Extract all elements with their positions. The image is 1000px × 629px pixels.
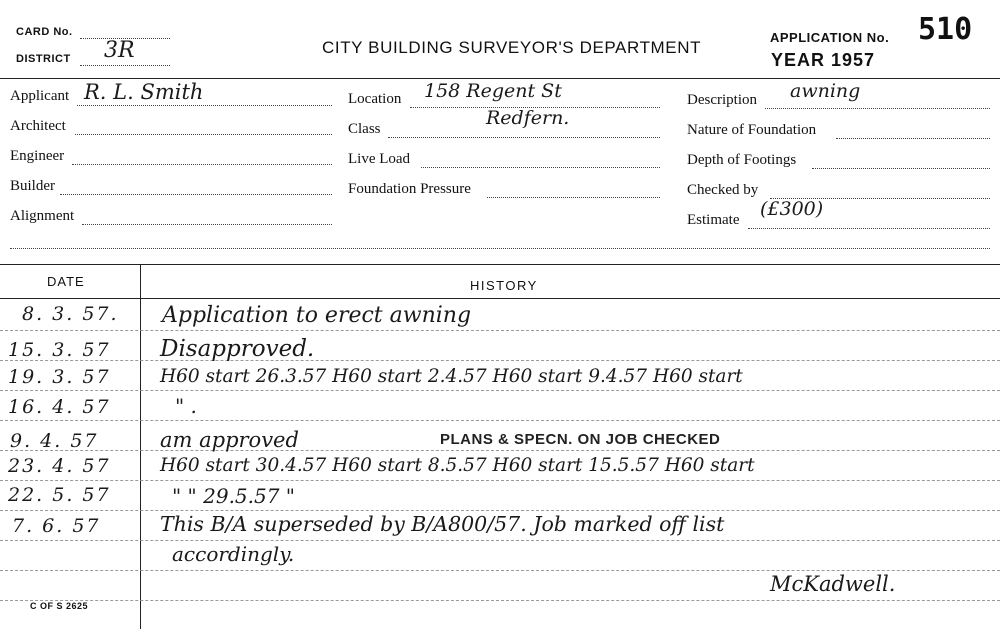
location-label: Location	[348, 91, 402, 107]
header-divider	[0, 78, 1000, 79]
class-label: Class	[348, 121, 381, 137]
year-label: YEAR 1957	[771, 50, 876, 70]
district-line	[80, 65, 170, 66]
ruled-line	[0, 390, 1000, 391]
nature-of-foundation-label: Nature of Foundation	[687, 122, 817, 138]
date-cell: 23. 4. 57	[8, 455, 111, 477]
estimate-label: Estimate	[687, 212, 740, 228]
history-cell: Application to erect awning	[162, 303, 472, 328]
history-header: HISTORY	[470, 278, 538, 293]
table-header-border	[0, 298, 1000, 299]
builder-line	[60, 194, 332, 195]
district-label: DISTRICT	[16, 53, 71, 65]
department-title: CITY BUILDING SURVEYOR'S DEPARTMENT	[322, 38, 702, 57]
date-cell: 8. 3. 57.	[22, 303, 119, 325]
application-number: 510	[918, 12, 973, 47]
architect-label: Architect	[10, 118, 66, 134]
depth-of-footings-label: Depth of Footings	[687, 152, 797, 168]
applicant-label: Applicant	[10, 88, 70, 104]
alignment-label: Alignment	[10, 208, 75, 224]
history-cell: " " 29.5.57 "	[172, 484, 296, 508]
nature-of-foundation-line	[836, 138, 990, 139]
signature: McKadwell.	[770, 572, 896, 596]
ruled-line	[0, 480, 1000, 481]
estimate-line	[748, 228, 990, 229]
ruled-line	[0, 360, 1000, 361]
builder-label: Builder	[10, 178, 55, 194]
engineer-label: Engineer	[10, 148, 65, 164]
history-cell: am approved	[160, 428, 299, 452]
location-value: 158 Regent St	[424, 80, 562, 102]
date-cell: 22. 5. 57	[8, 484, 111, 506]
history-cell: " .	[175, 394, 197, 418]
card-no-label: CARD No.	[16, 26, 73, 38]
form-code: C OF S 2625	[30, 601, 89, 611]
class-value: Redfern.	[486, 107, 570, 129]
checked-stamp: PLANS & SPECN. ON JOB CHECKED	[440, 431, 721, 448]
live-load-line	[421, 167, 660, 168]
live-load-label: Live Load	[348, 151, 411, 167]
history-cell: H60 start 30.4.57 H60 start 8.5.57 H60 start 15.5.57 H60 start	[160, 455, 755, 476]
table-top-border	[0, 264, 1000, 265]
ruled-line	[0, 420, 1000, 421]
history-cell: Disapproved.	[160, 336, 315, 362]
date-cell: 15. 3. 57	[8, 339, 111, 361]
description-label: Description	[687, 92, 757, 108]
history-cell: H60 start 26.3.57 H60 start 2.4.57 H60 start 9.4.57 H60 start	[160, 366, 743, 387]
history-cell: This B/A superseded by B/A800/57. Job marked off list	[160, 512, 725, 536]
description-value: awning	[790, 80, 861, 102]
application-label: APPLICATION No.	[770, 30, 890, 45]
date-header: DATE	[47, 274, 85, 289]
date-cell: 7. 6. 57	[12, 515, 101, 537]
estimate-value: (£300)	[760, 198, 824, 220]
fields-bottom-line	[10, 248, 990, 249]
foundation-pressure-label: Foundation Pressure	[348, 181, 471, 197]
applicant-line	[77, 105, 332, 106]
ruled-line	[0, 330, 1000, 331]
ruled-line	[0, 510, 1000, 511]
description-line	[765, 108, 990, 109]
date-cell: 19. 3. 57	[8, 366, 111, 388]
architect-line	[75, 134, 332, 135]
ruled-line	[0, 540, 1000, 541]
checked-by-label: Checked by	[687, 182, 759, 198]
applicant-value: R. L. Smith	[84, 80, 204, 104]
date-cell: 9. 4. 57	[10, 430, 99, 452]
date-column-divider	[140, 264, 141, 629]
class-line	[388, 137, 660, 138]
alignment-line	[82, 224, 332, 225]
ruled-line	[0, 600, 1000, 601]
district-value: 3R	[104, 38, 135, 63]
date-cell: 16. 4. 57	[8, 396, 111, 418]
ruled-line	[0, 450, 1000, 451]
depth-of-footings-line	[812, 168, 990, 169]
ruled-line	[0, 570, 1000, 571]
engineer-line	[72, 164, 332, 165]
foundation-pressure-line	[487, 197, 660, 198]
history-cell: accordingly.	[172, 542, 295, 566]
